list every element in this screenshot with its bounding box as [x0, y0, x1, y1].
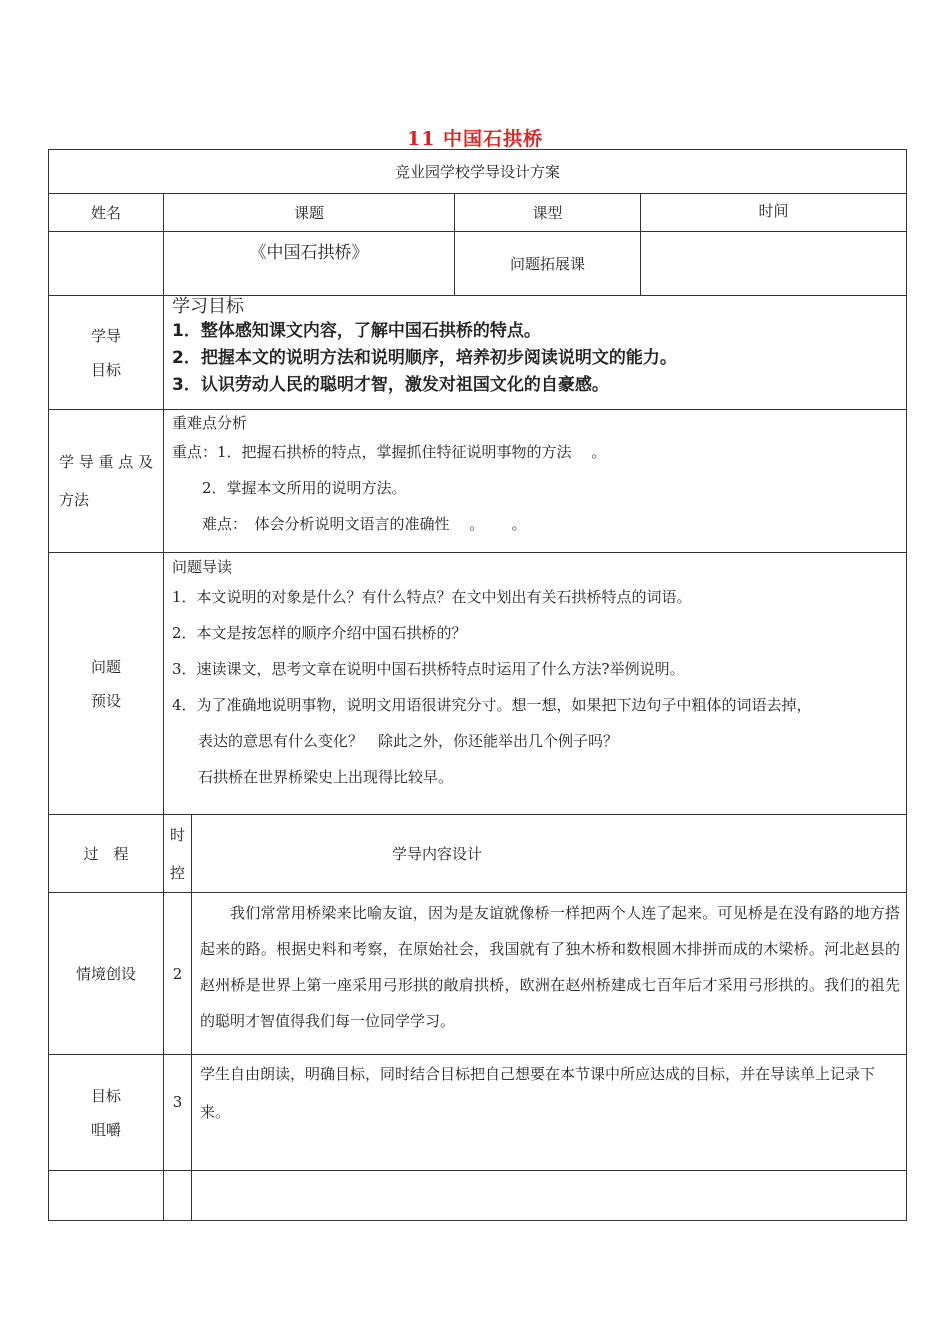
lesson-plan-table — [48, 149, 907, 1221]
goal-chew-text: 学生自由朗读，明确目标，同时结合目标把自己想要在本节课中所应达成的目标，并在导读单上记录下来。 — [192, 1055, 907, 1171]
scenario-label: 情境创设 — [49, 893, 164, 1055]
difficulty-point: 难点： 体会分析说明文语言的准确性 。 。 — [202, 515, 527, 533]
process-label: 过 程 — [49, 815, 164, 893]
key-point-1: 重点：1．把握石拱桥的特点，掌握抓住特征说明事物的方法 。 — [172, 443, 607, 461]
page-title: 11 中国石拱桥 — [406, 128, 544, 150]
question-item: 2．本文是按怎样的顺序介绍中国石拱桥的？ — [172, 624, 467, 642]
questions-label: 问题 预设 — [49, 553, 164, 815]
scenario-time: 2 — [164, 893, 192, 1055]
time-control-header: 时 控 — [164, 815, 192, 893]
goal-chew-label: 目标 咀嚼 — [49, 1055, 164, 1171]
objective-item: 1．整体感知课文内容，了解中国石拱桥的特点。 — [172, 321, 541, 341]
empty-cell — [49, 1171, 164, 1221]
time-value — [641, 232, 907, 296]
questions-content — [164, 553, 907, 815]
key-points-content — [164, 410, 907, 553]
questions-heading: 问题导读 — [172, 558, 233, 576]
topic-value: 《中国石拱桥》 — [164, 232, 455, 296]
objectives-content — [164, 296, 907, 410]
example-sentence: 石拱桥在世界桥梁史上出现得比较早。 — [198, 768, 454, 786]
objective-item: 3．认识劳动人民的聪明才智，激发对祖国文化的自豪感。 — [172, 375, 609, 395]
topic-header: 课题 — [164, 194, 455, 232]
question-item-continued: 表达的意思有什么变化？ 除此之外，你还能举出几个例子吗？ — [198, 732, 619, 750]
key-point-2: 2．掌握本文所用的说明方法。 — [202, 479, 407, 497]
objectives-label: 学导 目标 — [49, 296, 164, 410]
objective-item: 2．把握本文的说明方法和说明顺序，培养初步阅读说明文的能力。 — [172, 348, 677, 368]
empty-cell — [192, 1171, 907, 1221]
question-item: 3．速读课文，思考文章在说明中国石拱桥特点时运用了什么方法?举例说明。 — [172, 660, 685, 678]
empty-cell — [164, 1171, 192, 1221]
name-header: 姓名 — [49, 194, 164, 232]
type-value: 问题拓展课 — [455, 232, 641, 296]
school-header: 竞业园学校学导设计方案 — [49, 150, 907, 194]
type-header: 课型 — [455, 194, 641, 232]
content-design-header: 学导内容设计 — [192, 815, 907, 893]
key-points-heading: 重难点分析 — [172, 414, 248, 432]
name-value — [49, 232, 164, 296]
scenario-text: 我们常常用桥梁来比喻友谊，因为是友谊就像桥一样把两个人连了起来。可见桥是在没有路的地方搭起来的路。根据史料和考察，在原始社会，我国就有了独木桥和数根圆木排拼而成的木梁桥。河北赵县的赵州桥是世界上第一座采用弓形拱的敞肩拱桥，欧洲在赵州桥建成七百年后才采用弓形拱的。我们的祖先的聪明才智值得我们每一位同学学习。 — [192, 893, 907, 1055]
objectives-heading: 学习目标 — [172, 296, 244, 317]
goal-chew-time: 3 — [164, 1055, 192, 1171]
time-header: 时间 — [641, 194, 907, 232]
question-item: 1．本文说明的对象是什么？有什么特点？在文中划出有关石拱桥特点的词语。 — [172, 588, 692, 606]
key-points-label: 学 导 重 点 及 方法 — [49, 410, 164, 553]
question-item: 4．为了准确地说明事物，说明文用语很讲究分寸。想一想，如果把下边句子中粗体的词语去掉， — [172, 696, 812, 714]
